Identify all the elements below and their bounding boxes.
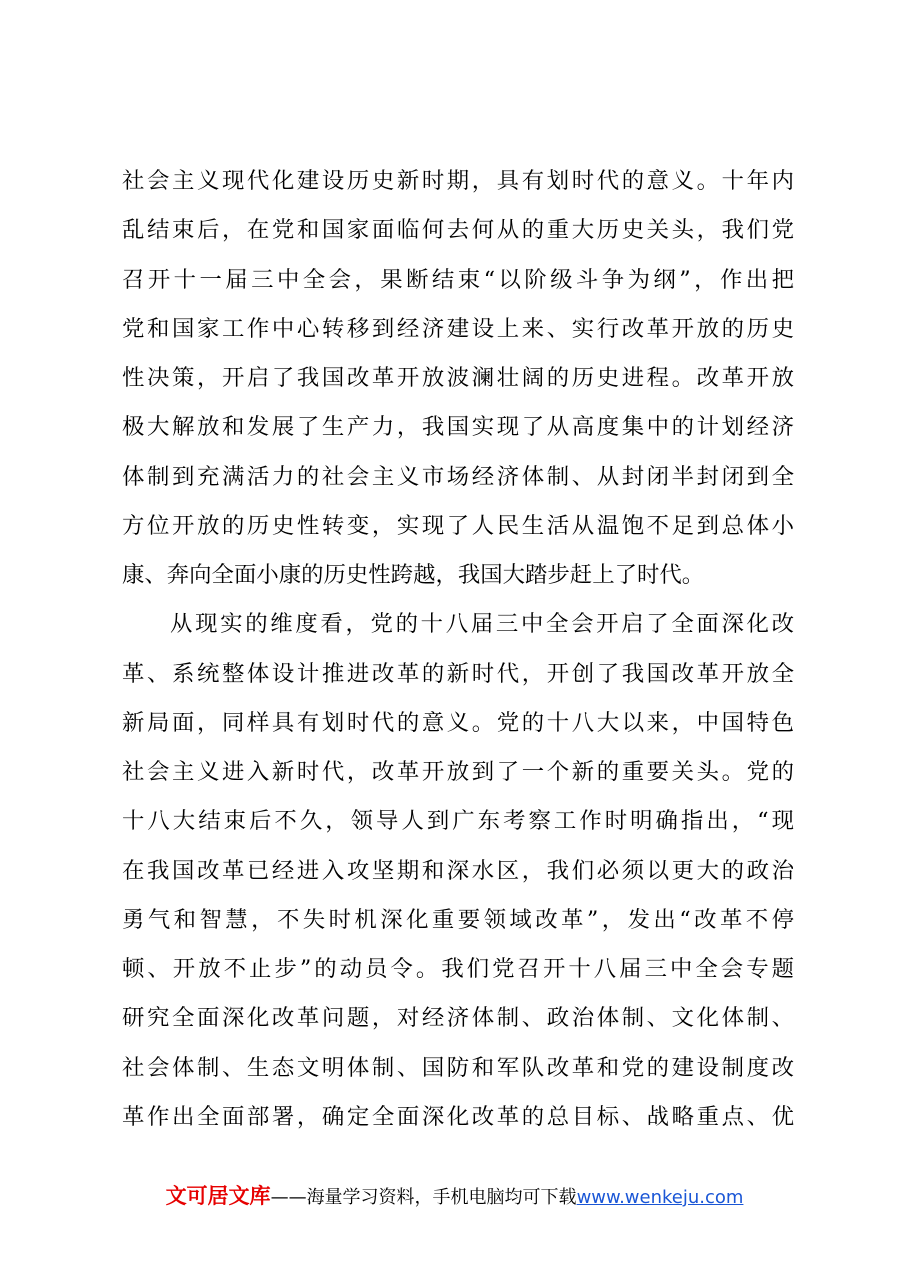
text-line: 性决策，开启了我国改革开放波澜壮阔的历史进程。改革开放 bbox=[122, 365, 794, 391]
text-line: 极大解放和发展了生产力，我国实现了从高度集中的计划经济 bbox=[122, 414, 794, 441]
text-line: 方位开放的历史性转变，实现了人民生活从温饱不足到总体小 bbox=[122, 512, 794, 539]
text-line: 革、系统整体设计推进改革的新时代，开创了我国改革开放全 bbox=[122, 660, 794, 687]
footer-slogan: ——海量学习资料，手机电脑均可下载 bbox=[270, 1187, 577, 1208]
text-line: 革作出全面部署，确定全面深化改革的总目标、战略重点、优 bbox=[122, 1103, 794, 1130]
text-line: 新局面，同样具有划时代的意义。党的十八大以来，中国特色 bbox=[122, 709, 794, 736]
text-line: 社会体制、生态文明体制、国防和军队改革和党的建设制度改 bbox=[122, 1054, 794, 1081]
footer-banner bbox=[0, 1182, 909, 1212]
text-line: 体制到充满活力的社会主义市场经济体制、从封闭半封闭到全 bbox=[122, 463, 794, 490]
text-line: 党和国家工作中心转移到经济建设上来、实行改革开放的历史 bbox=[122, 315, 794, 342]
text-line: 康、奔向全面小康的历史性跨越，我国大踏步赶上了时代。 bbox=[122, 562, 705, 588]
footer-brand: 文可居文库 bbox=[165, 1184, 271, 1208]
text-line: 勇气和智慧，不失时机深化重要领域改革”，发出“改革不停 bbox=[122, 906, 794, 933]
body-text bbox=[122, 157, 794, 1142]
text-line: 在我国改革已经进入攻坚期和深水区，我们必须以更大的政治 bbox=[122, 857, 794, 884]
text-line: 研究全面深化改革问题，对经济体制、政治体制、文化体制、 bbox=[122, 1005, 794, 1032]
paragraph-1 bbox=[122, 157, 794, 600]
footer-url-link[interactable]: www.wenkeju.com bbox=[576, 1187, 744, 1208]
text-line: 从现实的维度看，党的十八届三中全会开启了全面深化改 bbox=[170, 611, 794, 638]
text-line: 社会主义现代化建设历史新时期，具有划时代的意义。十年内 bbox=[122, 168, 794, 194]
paragraph-2 bbox=[122, 600, 794, 1142]
text-line: 召开十一届三中全会，果断结束“以阶级斗争为纲”，作出把 bbox=[122, 266, 794, 293]
text-line: 顿、开放不止步”的动员令。我们党召开十八届三中全会专题 bbox=[122, 956, 794, 982]
text-line: 社会主义进入新时代，改革开放到了一个新的重要关头。党的 bbox=[122, 759, 794, 785]
text-line: 乱结束后，在党和国家面临何去何从的重大历史关头，我们党 bbox=[122, 217, 794, 244]
text-line: 十八大结束后不久，领导人到广东考察工作时明确指出，“现 bbox=[122, 808, 794, 835]
